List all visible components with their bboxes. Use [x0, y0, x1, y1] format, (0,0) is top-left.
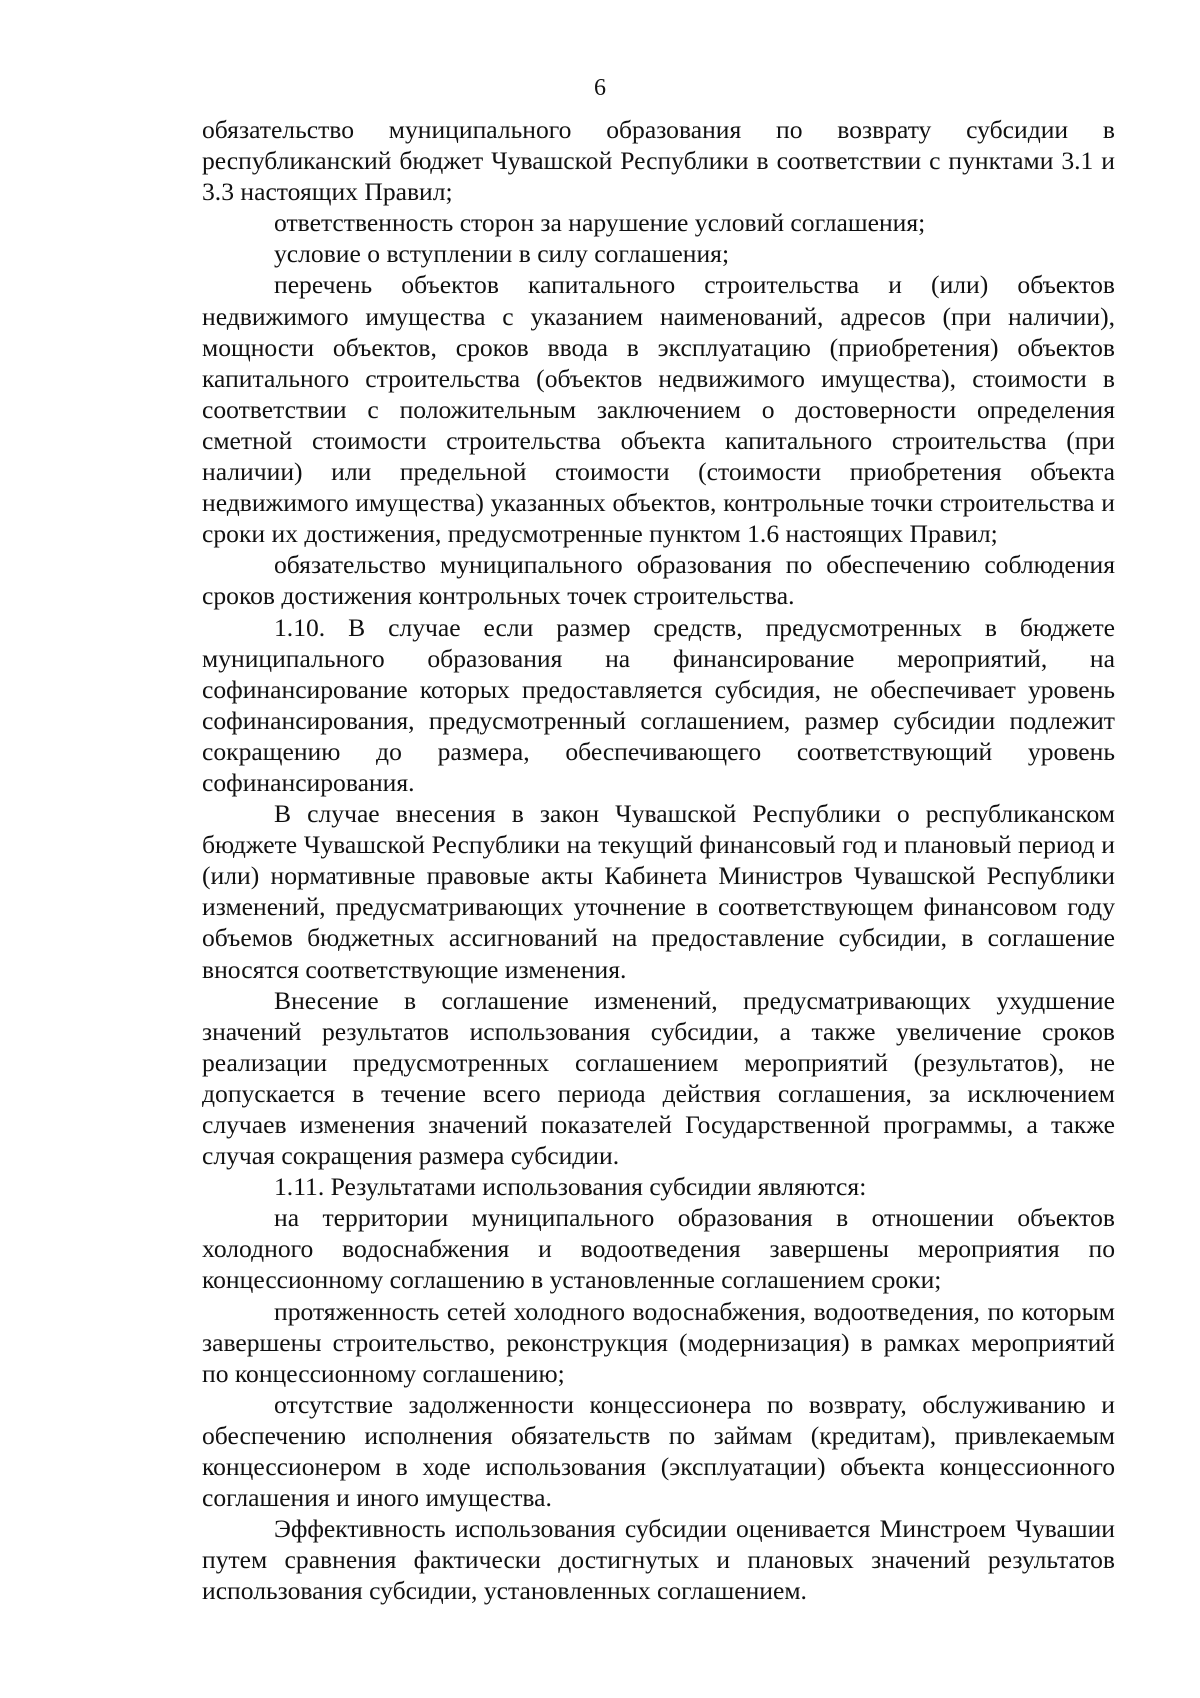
paragraph-13: Эффективность использования субсидии оценивается Минстроем Чувашии путем сравнения фактически достигнутых и плановых значений результатов использования субсидии, установленных соглашением.: [202, 1514, 1115, 1606]
paragraph-2: ответственность сторон за нарушение условий соглашения;: [274, 208, 926, 238]
paragraph-7: В случае внесения в закон Чувашской Республики о республиканском бюджете Чувашской Республики на текущий финансовый год и плановый период и (или) нормативные правовые акты Кабинета Министров Чувашской Республики изменений, предусматривающих уточнение в соответствующем финансовом году объемов бюджетных ассигнований на предоставление субсидии, в соглашение вносятся соответствующие изменения.: [202, 799, 1115, 984]
paragraph-1: обязательство муниципального образования по возврату субсидии в республиканский бюджет Чувашской Республики в соответствии с пунктами 3.1 и 3.3 настоящих Правил;: [202, 115, 1115, 207]
paragraph-12: отсутствие задолженности концессионера по возврату, обслуживанию и обеспечению исполнения обязательств по займам (кредитам), привлекаемым концессионером в ходе использования (эксплуатации) объекта концессионного соглашения и иного имущества.: [202, 1389, 1115, 1513]
paragraph-3: условие о вступлении в силу соглашения;: [274, 239, 730, 269]
paragraph-4: перечень объектов капитального строительства и (или) объектов недвижимого имущества с указанием наименований, адресов (при наличии), мощности объектов, сроков ввода в эксплуатацию (приобретения) объектов капитального строительства (объектов недвижимого имущества), стоимости в соответствии с положительным заключением о достоверности определения сметной стоимости строительства объекта капитального строительства (при наличии) или предельной стоимости (стоимости приобретения объекта недвижимого имущества) указанных объектов, контрольные точки строительства и сроки их достижения, предусмотренные пунктом 1.6 настоящих Правил;: [202, 270, 1115, 549]
paragraph-6: 1.10. В случае если размер средств, предусмотренных в бюджете муниципального образования на финансирование мероприятий, на софинансирование которых предоставляется субсидия, не обеспечивает уровень софинансирования, предусмотренный соглашением, размер субсидии подлежит сокращению до размера, обеспечивающего соответствующий уровень софинансирования.: [202, 612, 1115, 797]
paragraph-10: на территории муниципального образования в отношении объектов холодного водоснабжения и водоотведения завершены мероприятия по концессионному соглашению в установленные соглашением сроки;: [202, 1203, 1115, 1295]
paragraph-8: Внесение в соглашение изменений, предусматривающих ухудшение значений результатов использования субсидии, а также увеличение сроков реализации предусмотренных соглашением мероприятий (результатов), не допускается в течение всего периода действия соглашения, за исключением случаев изменения значений показателей Государственной программы, а также случая сокращения размера субсидии.: [202, 985, 1115, 1171]
paragraph-9: 1.11. Результатами использования субсидии являются:: [274, 1172, 867, 1202]
paragraph-5: обязательство муниципального образования по обеспечению соблюдения сроков достижения контрольных точек строительства.: [202, 550, 1115, 611]
document-body: [202, 114, 1115, 1607]
paragraph-11: протяженность сетей холодного водоснабжения, водоотведения, по которым завершены строительство, реконструкция (модернизация) в рамках мероприятий по концессионному соглашению;: [202, 1296, 1115, 1388]
page-number: 6: [594, 75, 606, 101]
